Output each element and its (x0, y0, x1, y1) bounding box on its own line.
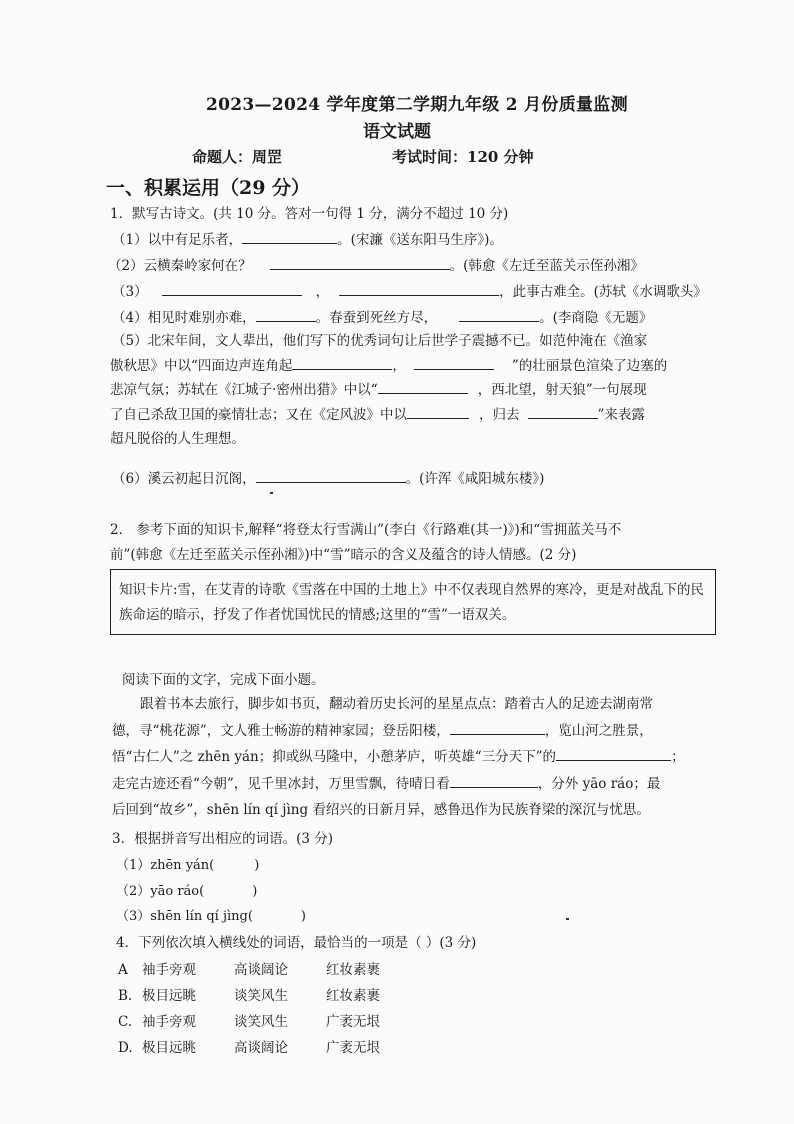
answer-blank[interactable] (407, 404, 469, 419)
answer-blank[interactable] (270, 255, 450, 270)
option-letter: A (118, 962, 128, 978)
option-letter: C. (118, 1014, 133, 1030)
answer-blank[interactable] (450, 773, 538, 788)
q1-stem: 1．默写古诗文。(共 10 分。答对一句得 1 分，满分不超过 10 分) (110, 206, 509, 222)
q1-l5-text: ，归去 (479, 406, 520, 423)
q3-item2 (116, 880, 257, 899)
option-letter: D. (118, 1040, 133, 1056)
passage-line2 (112, 718, 722, 745)
option-word: 极目远眺 (142, 1040, 196, 1056)
q1-l2-text-a: （2）云横秦岭家何在？ (108, 258, 252, 274)
option-word: 广袤无垠 (326, 1014, 380, 1030)
answer-blank[interactable] (256, 307, 316, 322)
answer-blank[interactable] (292, 355, 392, 370)
q1-l6-text-b: 。(许浑《咸阳城东楼》) (405, 471, 545, 487)
passage-line4 (112, 771, 722, 798)
q1-item5 (112, 329, 722, 452)
q1-l3-text-b: ， (315, 284, 330, 300)
option-word: 谈笑风生 (234, 1014, 288, 1030)
option-word: 红妆素裹 (326, 988, 380, 1004)
option-word: 谈笑风生 (234, 988, 288, 1004)
q1-l5-line2 (110, 354, 722, 379)
option-word: 极目远眺 (142, 988, 196, 1004)
q3-item-label: （1）zhēn yán( (116, 858, 215, 873)
answer-blank[interactable] (256, 468, 406, 483)
q1-l5-text: 悲凉气氛；苏轼在《江城子·密州出猎》中以“ (110, 382, 378, 398)
answer-blank[interactable] (450, 720, 545, 735)
option-word: 袖手旁观 (142, 962, 196, 978)
q1-l4-text-b: 。春蚕到死丝方尽， (315, 310, 438, 326)
q4-stem: 4．下列依次填入横线处的词语，最恰当的一项是（ ）(3 分) (116, 935, 477, 951)
answer-blank[interactable] (459, 307, 539, 322)
q2-line2: 前”(韩愈《左迁至蓝关示侄孙湘》)中“雪”暗示的含义及蕴含的诗人情感。(2 分) (110, 546, 577, 563)
section-heading: 一、积累运用（29 分） (106, 177, 311, 199)
passage-text: ，分外 yāo ráo；最 (537, 775, 661, 792)
reading-passage (112, 691, 722, 824)
q1-l6-text-a: （6）溪云初起日沉阁， (112, 471, 256, 487)
q1-l5-text: ，西北望，射天狼”一句展现 (477, 382, 647, 398)
answer-blank[interactable] (242, 229, 337, 244)
scan-speck (270, 492, 273, 494)
q3-item3 (116, 905, 306, 924)
q1-l5-line1: （5）北宋年间，文人辈出，他们写下的优秀词句让后世学子震撼不已。如范仲淹在《渔家 (112, 333, 648, 349)
q1-l5-text: 了自己杀敌卫国的豪情壮志；又在《定风波》中以 (110, 406, 407, 423)
passage-text: ，览山河之胜景， (544, 722, 653, 739)
reading-intro: 阅读下面的文字，完成下面小题。 (122, 672, 325, 688)
q1-l5-text: ”来表露 (597, 406, 645, 423)
passage-line5: 后回到“故乡”，shēn lín qí jìng 看绍兴的日新月异，感鲁迅作为民族脊梁的深沉与忧思。 (112, 802, 650, 818)
q1-l5-line4 (110, 403, 722, 428)
passage-text: 德，寻“桃花源”，文人雅士畅游的精神家园；登岳阳楼， (112, 722, 450, 739)
answer-blank[interactable] (339, 281, 499, 296)
q1-l4-text-c: 。(李商隐《无题》 (539, 310, 653, 326)
q3-item-label: （2）yāo ráo( (116, 884, 205, 899)
q1-l5-text: ”的壮丽景色渲染了边塞的 (511, 357, 668, 374)
option-letter: B. (118, 988, 133, 1004)
author-label: 命题人：周罡 (192, 148, 283, 166)
q4-option-d[interactable] (118, 1036, 380, 1056)
q1-l5-line3 (110, 378, 722, 403)
q2-line1: 2． 参考下面的知识卡,解释“将登太行雪满山”(李白《行路难(其一)》)和“雪拥蓝关马不 (110, 522, 622, 538)
option-word: 高谈阔论 (234, 1040, 288, 1056)
q1-line1 (112, 228, 503, 248)
q2-stem (110, 518, 720, 567)
option-word: 袖手旁观 (142, 1014, 196, 1030)
answer-blank[interactable] (378, 379, 468, 394)
q1-l5-text: 傲秋思》中以“四面边声连角起 (110, 357, 293, 374)
answer-blank[interactable] (556, 746, 671, 761)
exam-title: 2023—2024 学年度第二学期九年级 2 月份质量监测 (206, 95, 628, 115)
q4-option-b[interactable] (118, 984, 380, 1004)
passage-line3 (112, 744, 722, 771)
q1-line2 (108, 254, 644, 274)
q4-option-a[interactable] (118, 958, 380, 978)
q3-stem: 3．根据拼音写出相应的词语。(3 分) (112, 831, 334, 847)
q1-l4-text-a: （4）相见时难别亦难， (112, 310, 256, 326)
scan-speck (566, 918, 569, 920)
answer-blank[interactable] (162, 281, 302, 296)
passage-line1: 跟着书本去旅行，脚步如书页，翻动着历史长河的星星点点：踏着古人的足迹去湖南常 (140, 696, 653, 712)
answer-blank[interactable] (528, 404, 598, 419)
q1-line6 (112, 467, 544, 487)
option-word: 高谈阔论 (234, 962, 288, 978)
q1-l3-text-a: （3） (112, 284, 148, 300)
q3-item1 (116, 854, 259, 873)
knowledge-card (110, 569, 716, 635)
option-word: 广袤无垠 (326, 1040, 380, 1056)
q3-close-paren: ) (252, 884, 258, 899)
option-word: 红妆素裹 (326, 962, 380, 978)
passage-text: ； (671, 749, 685, 765)
passage-text: 悟“古仁人”之 zhēn yán；抑或纵马隆中，小憩茅庐，听英雄“三分天下”的 (112, 749, 557, 765)
answer-blank[interactable] (414, 355, 494, 370)
q1-l5-text: ， (392, 357, 406, 374)
q1-l1-text-b: 。(宋濂《送东阳马生序》)。 (337, 232, 503, 248)
q3-item-label: （3）shēn lín qí jìng( (116, 909, 253, 924)
q3-close-paren: ) (254, 858, 260, 873)
time-label: 考试时间：120 分钟 (392, 148, 534, 166)
q1-l1-text-a: （1）以中有足乐者， (112, 232, 243, 248)
q1-line3 (112, 280, 707, 300)
exam-subtitle: 语文试题 (363, 122, 431, 142)
q1-l3-text-c: ，此事古难全。(苏轼《水调歌头》 (499, 284, 707, 300)
q4-option-c[interactable] (118, 1010, 380, 1030)
q1-line4 (112, 306, 652, 326)
knowledge-card-text: 知识卡片:雪，在艾青的诗歌《雪落在中国的土地上》中不仅表现自然界的寒冷，更是对战乱下的民族命运的暗示，抒发了作者忧国忧民的情感;这里的“雪”一语双关。 (119, 582, 705, 623)
q3-close-paren: ) (300, 909, 306, 924)
q1-l5-line5: 超凡脱俗的人生理想。 (110, 431, 245, 447)
q1-l2-text-b: 。(韩愈《左迁至蓝关示侄孙湘》 (449, 258, 644, 274)
passage-text: 走完古迹还看“今朝”，见千里冰封，万里雪飘，待晴日看 (112, 775, 450, 792)
